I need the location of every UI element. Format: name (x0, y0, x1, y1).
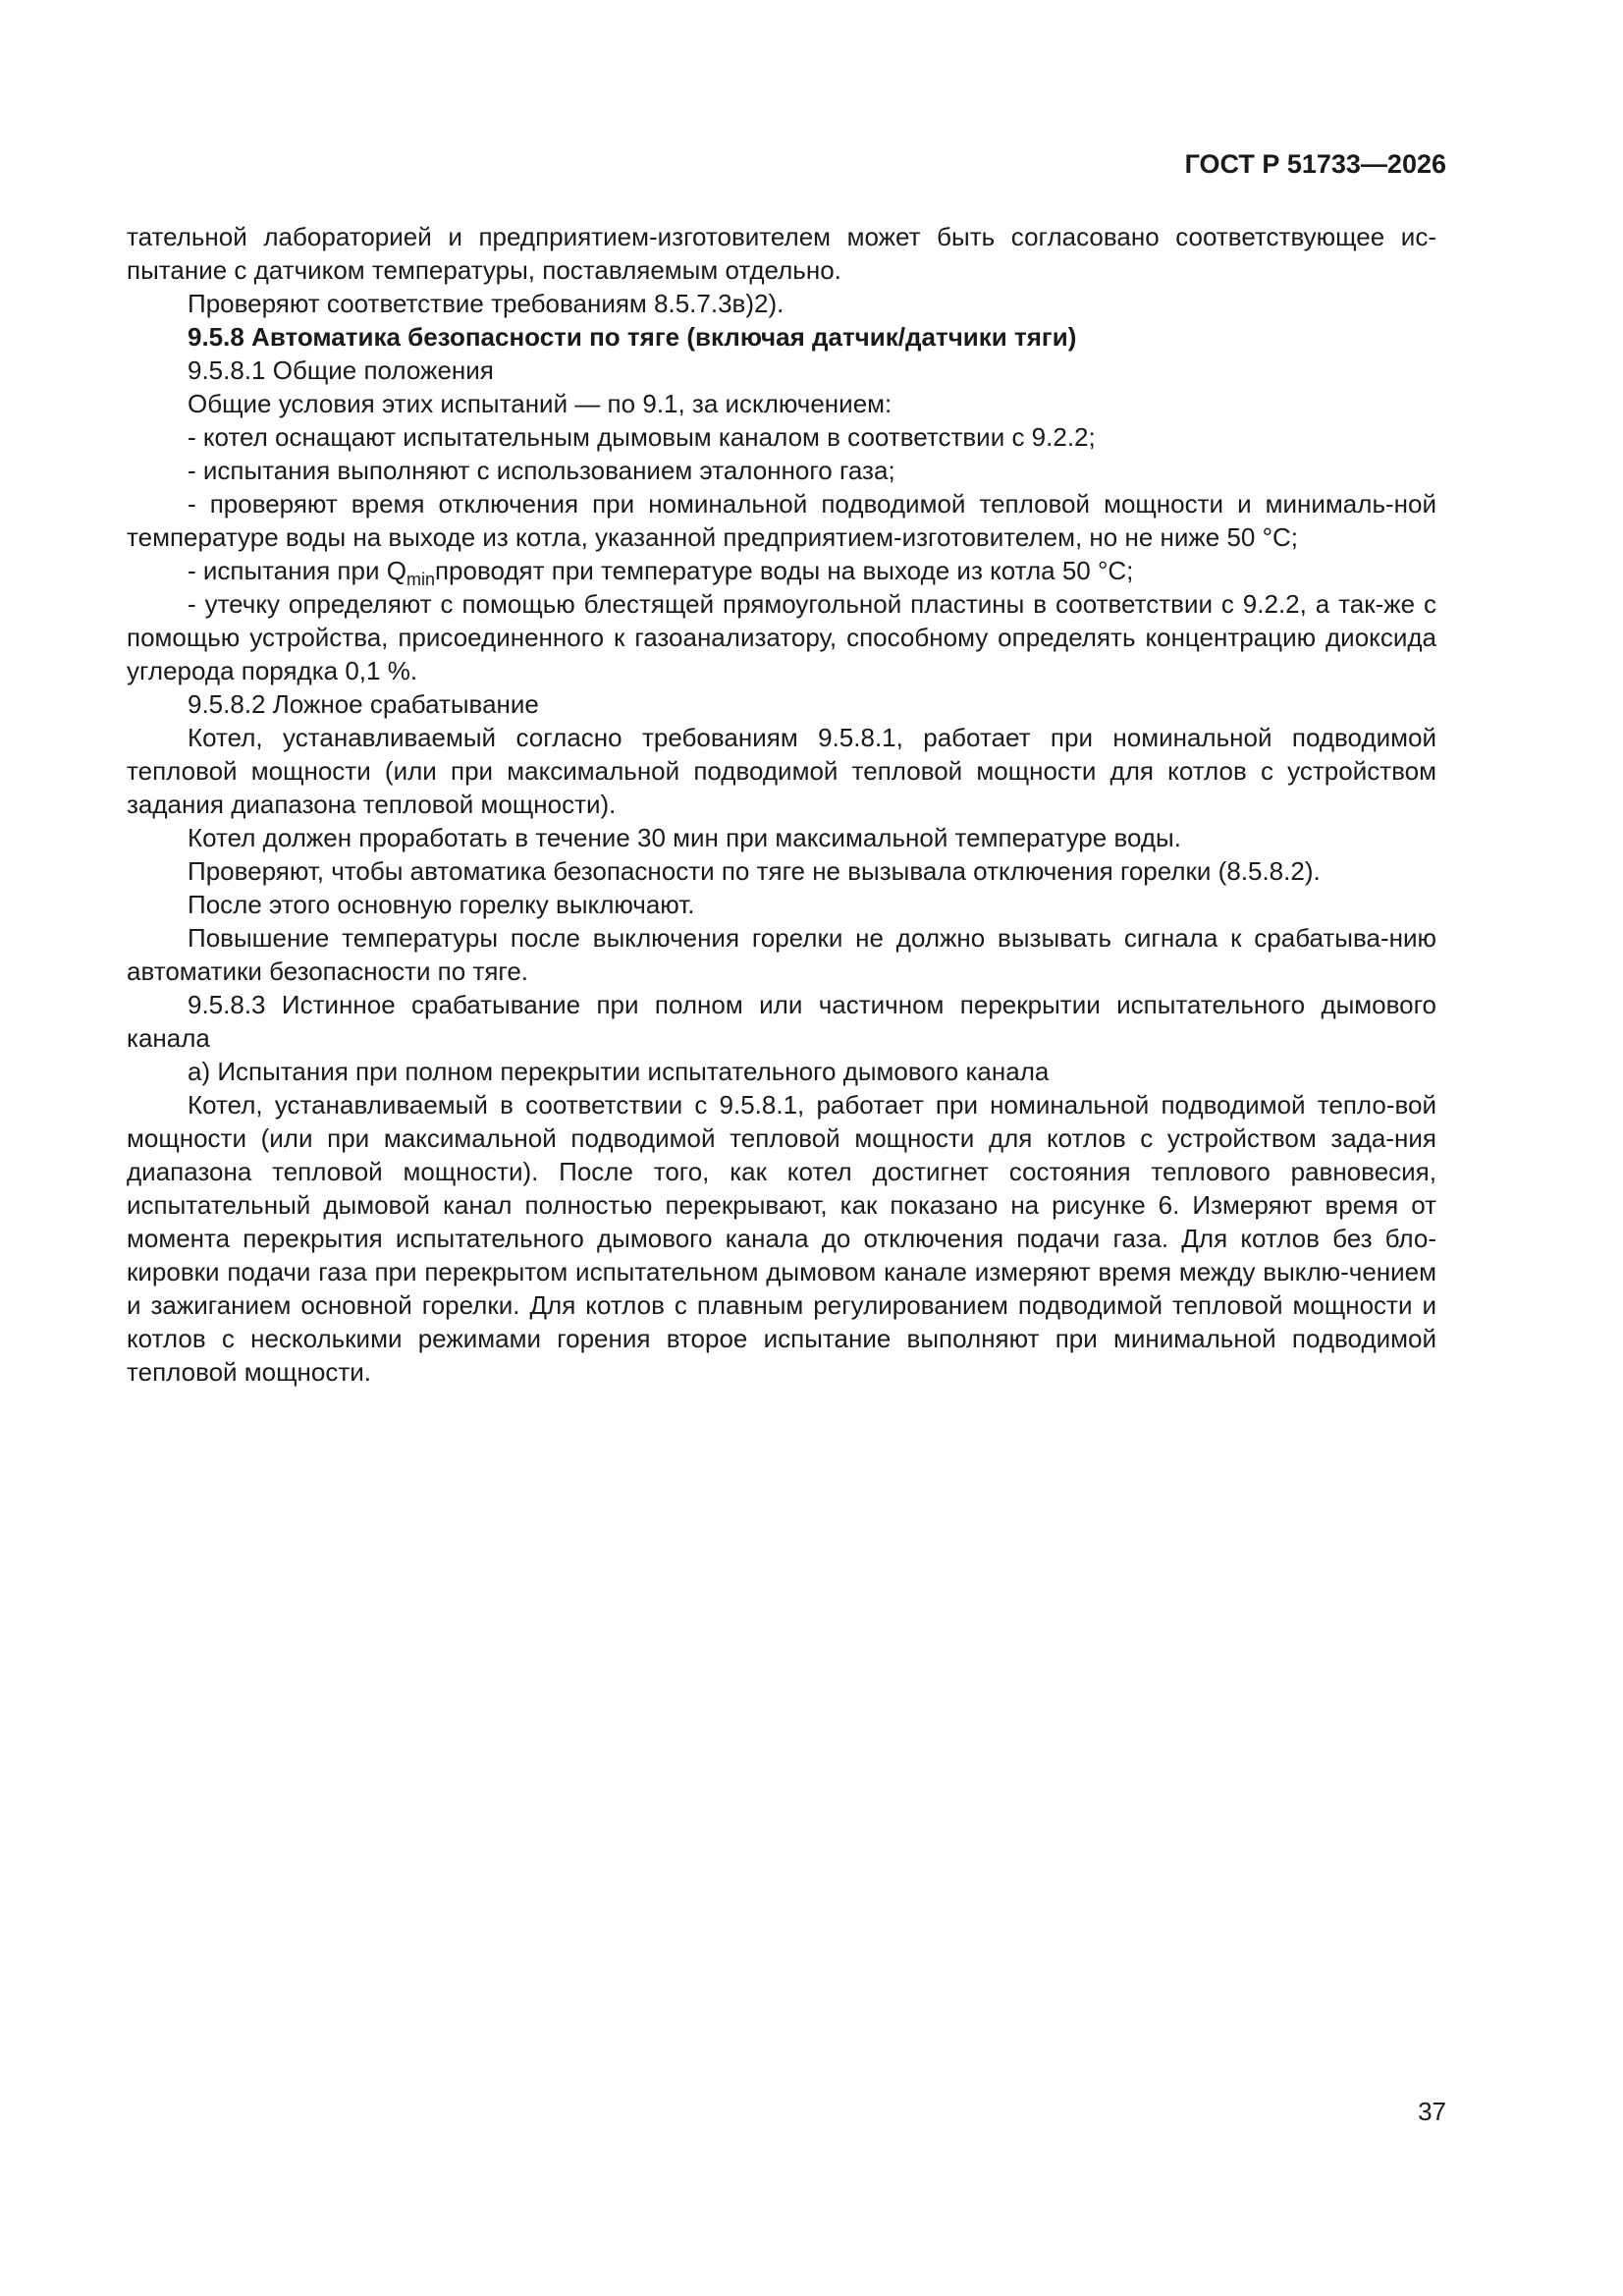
paragraph: Проверяют, чтобы автоматика безопасности по тяге не вызывала отключения горелки (8.5.8.2). (188, 856, 1321, 886)
list-item-text: - испытания при Q (188, 556, 406, 585)
list-item-text: проводят при температуре воды на выходе из котла 50 °С; (434, 556, 1134, 585)
subsection-heading-9-5-8-2: 9.5.8.2 Ложное срабатывание (188, 689, 539, 719)
paragraph: Проверяют соответствие требованиям 8.5.7.3в)2). (188, 289, 784, 318)
list-item (127, 554, 1436, 587)
list-item: - проверяют время отключения при номинальной подводимой тепловой мощности и минималь-ной температуре воды на выходе из котла, указанной предприятием-изготовителем, но не ниже 50 °С; (127, 489, 1436, 552)
paragraph: Котел должен проработать в течение 30 мин при максимальной температуре воды. (188, 823, 1181, 852)
subsection-heading-9-5-8-3: 9.5.8.3 Истинное срабатывание при полном или частичном перекрытии испытательного дымового канала (127, 990, 1436, 1053)
standard-designation: ГОСТ Р 51733—2026 (1184, 149, 1446, 179)
subsection-heading-9-5-8-1: 9.5.8.1 Общие положения (188, 355, 494, 385)
section-heading-9-5-8: 9.5.8 Автоматика безопасности по тяге (включая датчик/датчики тяги) (188, 322, 1077, 352)
subscript-min: min (406, 570, 435, 589)
paragraph: Общие условия этих испытаний — по 9.1, за исключением: (188, 389, 893, 418)
page-number: 37 (1418, 2097, 1446, 2126)
document-body (127, 220, 1436, 1389)
paragraph: Повышение температуры после выключения горелки не должно вызывать сигнала к срабатыва-нию автоматики безопасности по тяге. (127, 923, 1436, 986)
paragraph: тательной лабораторией и предприятием-изготовителем может быть согласовано соответствующее ис-пытание с датчиком температуры, поставляемым отдельно. (127, 222, 1436, 285)
paragraph: Котел, устанавливаемый в соответствии с 9.5.8.1, работает при номинальной подводимой тепло-вой мощности (или при максимальной подводимой тепловой мощности для котлов с устройством зада-ния диапазона тепловой мощности). После того, как котел достигнет состояния теплового равновесия, испытательный дымовой канал полностью перекрывают, как показано на рисунке 6. Измеряют время от момента перекрытия испытательного дымового канала до отключения подачи газа. Для котлов без бло-кировки подачи газа при перекрытом испытательном дымовом канале измеряют время между выклю-чением и зажиганием основной горелки. Для котлов с плавным регулированием подводимой тепловой мощности и котлов с несколькими режимами горения второе испытание выполняют при минимальной подводимой тепловой мощности. (127, 1090, 1436, 1387)
item-heading-a: а) Испытания при полном перекрытии испытательного дымового канала (188, 1057, 1050, 1086)
paragraph: Котел, устанавливаемый согласно требованиям 9.5.8.1, работает при номинальной подводимой тепловой мощности (или при максимальной подводимой тепловой мощности для котлов с устройством задания диапазона тепловой мощности). (127, 723, 1436, 819)
list-item: - котел оснащают испытательным дымовым каналом в соответствии с 9.2.2; (188, 422, 1096, 452)
list-item: - испытания выполняют с использованием эталонного газа; (188, 456, 895, 485)
list-item: - утечку определяют с помощью блестящей прямоугольной пластины в соответствии с 9.2.2, а так-же с помощью устройства, присоединенного к газоанализатору, способному определять концентрацию диоксида углерода порядка 0,1 %. (127, 589, 1436, 685)
paragraph: После этого основную горелку выключают. (188, 890, 695, 919)
